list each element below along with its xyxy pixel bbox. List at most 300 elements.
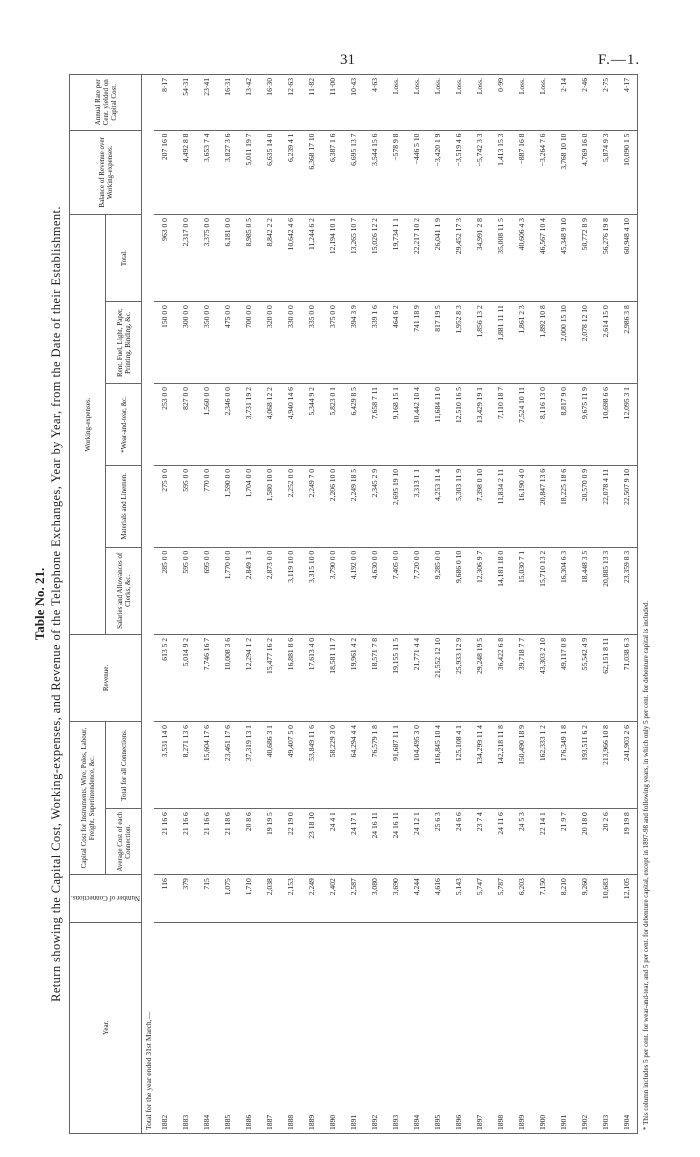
cell-total: 60,948 4 10	[616, 215, 638, 302]
cell-bal: −3,519 4 6	[448, 130, 469, 215]
cell-tot: 8,271 13 6	[175, 722, 196, 809]
cell-mat: 595 0 0	[175, 465, 196, 547]
cell-conn: 1,710	[238, 875, 259, 923]
cell-bal: 6,368 17 10	[301, 130, 322, 215]
cell-tot: 162,333 1 2	[532, 722, 553, 809]
cell-avg: 22 14 1	[532, 809, 553, 875]
cell-avg: 20 8 6	[238, 809, 259, 875]
cell-sal: 4,192 0 0	[343, 547, 364, 634]
cell-wear: 11,684 11 0	[427, 384, 448, 466]
cell-rate: 13·42	[238, 75, 259, 131]
header-total: Total.	[106, 215, 142, 302]
table-row	[154, 75, 175, 1134]
cell-tot: 241,903 2 6	[616, 722, 638, 809]
cell-bal: −887 16 8	[511, 130, 532, 215]
cell-bal: −578 9 8	[385, 130, 406, 215]
cell-year: 1900	[532, 922, 553, 1133]
cell-total: 26,041 1 9	[427, 215, 448, 302]
cell-rev: 71,038 6 3	[616, 634, 638, 721]
table-row	[553, 75, 574, 1134]
header-revenue: Revenue.	[70, 634, 142, 721]
header-total-all: Total for all Connections.	[106, 722, 142, 809]
cell-mat: 16,190 4 0	[511, 465, 532, 547]
cell-bal: 207 16 0	[154, 130, 175, 215]
cell-rev: 5,014 9 2	[175, 634, 196, 721]
cell-bal: 6,635 14 0	[259, 130, 280, 215]
cell-year: 1899	[511, 922, 532, 1133]
cell-bal: 5,011 19 7	[238, 130, 259, 215]
cell-wear: 8,116 13 0	[532, 384, 553, 466]
rotated-table-area	[32, 74, 692, 1134]
cell-tot: 134,299 11 4	[469, 722, 490, 809]
table-row	[385, 75, 406, 1134]
cell-bal: 5,874 9 3	[595, 130, 616, 215]
cell-rev: 36,422 6 8	[490, 634, 511, 721]
table-row	[490, 75, 511, 1134]
cell-wear: 12,095 3 1	[616, 384, 638, 466]
cell-tot: 142,218 11 8	[490, 722, 511, 809]
cell-year: 1886	[238, 922, 259, 1133]
cell-wear: 3,731 19 2	[238, 384, 259, 466]
cell-sal: 14,181 18 0	[490, 547, 511, 634]
cell-tot: 91,687 11 1	[385, 722, 406, 809]
cell-mat: 22,507 9 10	[616, 465, 638, 547]
cell-rent: 2,986 3 8	[616, 302, 638, 384]
cell-rev: 10,008 3 6	[217, 634, 238, 721]
cell-rate: 54·31	[175, 75, 196, 131]
cell-rate: 11·00	[322, 75, 343, 131]
cell-mat: 1,704 0 0	[238, 465, 259, 547]
cell-conn: 2,587	[343, 875, 364, 923]
cell-bal: 3,653 7 4	[196, 130, 217, 215]
cell-year: 1902	[574, 922, 595, 1133]
table-row	[427, 75, 448, 1134]
cell-tot: 49,407 5 0	[280, 722, 301, 809]
cell-mat: 1,590 0 0	[217, 465, 238, 547]
cell-sal: 695 0 0	[196, 547, 217, 634]
cell-avg: 20 18 0	[574, 809, 595, 875]
header-year: Year.	[70, 922, 142, 1133]
cell-rev: 19,155 11 5	[385, 634, 406, 721]
cell-mat: 1,580 10 0	[259, 465, 280, 547]
header-working-group: Working-expenses.	[70, 215, 106, 635]
cell-rate: Loss.	[385, 75, 406, 131]
cell-rate: 2·46	[574, 75, 595, 131]
cell-total: 56,276 19 8	[595, 215, 616, 302]
table-row	[616, 75, 638, 1134]
cell-year: 1894	[406, 922, 427, 1133]
cell-sal: 4,630 0 0	[364, 547, 385, 634]
cell-bal: −5,742 3 3	[469, 130, 490, 215]
cell-total: 963 0 0	[154, 215, 175, 302]
cell-tot: 3,531 14 0	[154, 722, 175, 809]
cell-rev: 25,933 12 9	[448, 634, 469, 721]
cell-sal: 3,790 0 0	[322, 547, 343, 634]
pre-row-label: Total for the year ended 31st March,—	[142, 75, 155, 1134]
cell-rent: 464 6 2	[385, 302, 406, 384]
cell-conn: 8,210	[553, 875, 574, 923]
cell-rent: 375 0 0	[322, 302, 343, 384]
cell-year: 1893	[385, 922, 406, 1133]
cell-mat: 770 0 0	[196, 465, 217, 547]
cell-mat: 275 0 0	[154, 465, 175, 547]
cell-rent: 339 1 6	[364, 302, 385, 384]
cell-avg: 25 6 3	[427, 809, 448, 875]
cell-wear: 10,442 10 4	[406, 384, 427, 466]
cell-avg: 24 12 1	[406, 809, 427, 875]
cell-wear: 8,817 9 0	[553, 384, 574, 466]
header-salaries: Salaries and Allowances of Clerks, &c.	[106, 547, 142, 634]
cell-year: 1898	[490, 922, 511, 1133]
cell-rent: 1,881 11 11	[490, 302, 511, 384]
page-number: 31	[340, 52, 355, 68]
cell-total: 40,606 4 3	[511, 215, 532, 302]
cell-rev: 39,718 7 7	[511, 634, 532, 721]
cell-rent: 350 0 0	[196, 302, 217, 384]
cell-bal: −3,264 7 6	[532, 130, 553, 215]
table-row	[217, 75, 238, 1134]
cell-year: 1884	[196, 922, 217, 1133]
cell-bal: 4,769 16 0	[574, 130, 595, 215]
table-row	[448, 75, 469, 1134]
header-wear: *Wear-and-tear, &c.	[106, 384, 142, 466]
cell-year: 1904	[616, 922, 638, 1133]
cell-total: 6,181 0 0	[217, 215, 238, 302]
table-subtitle: Return showing the Capital Cost, Working-expenses, and Revenue of the Telephone Exchanges, Year by Year, from the Date of their Establishment.	[49, 206, 63, 1002]
cell-bal: 3,768 10 10	[553, 130, 574, 215]
cell-total: 35,008 11 5	[490, 215, 511, 302]
cell-rev: 7,746 16 7	[196, 634, 217, 721]
cell-rev: 16,881 8 6	[280, 634, 301, 721]
cell-wear: 7,524 10 11	[511, 384, 532, 466]
cell-mat: 11,834 2 11	[490, 465, 511, 547]
header-connections: Number of Connections.	[70, 875, 142, 923]
cell-rent: 330 0 0	[280, 302, 301, 384]
cell-rate: Loss.	[427, 75, 448, 131]
cell-rate: 4·63	[364, 75, 385, 131]
cell-rev: 43,303 2 10	[532, 634, 553, 721]
cell-rate: Loss.	[511, 75, 532, 131]
cell-sal: 3,119 10 0	[280, 547, 301, 634]
cell-tot: 64,294 4 4	[343, 722, 364, 809]
cell-sal: 2,873 0 0	[259, 547, 280, 634]
cell-bal: −446 5 10	[406, 130, 427, 215]
cell-avg: 24 17 1	[343, 809, 364, 875]
cell-tot: 53,849 11 6	[301, 722, 322, 809]
cell-rev: 55,542 4 9	[574, 634, 595, 721]
cell-tot: 37,319 13 1	[238, 722, 259, 809]
cell-tot: 116,845 10 4	[427, 722, 448, 809]
cell-rev: 17,613 4 0	[301, 634, 322, 721]
cell-rev: 49,117 0 8	[553, 634, 574, 721]
cell-rate: 11·82	[301, 75, 322, 131]
cell-sal: 12,306 9 7	[469, 547, 490, 634]
cell-year: 1903	[595, 922, 616, 1133]
cell-rent: 2,078 12 10	[574, 302, 595, 384]
cell-bal: 1,413 15 3	[490, 130, 511, 215]
cell-avg: 24 4 1	[322, 809, 343, 875]
cell-bal: 10,090 1 5	[616, 130, 638, 215]
cell-mat: 3,313 1 1	[406, 465, 427, 547]
cell-bal: 3,544 15 6	[364, 130, 385, 215]
table-row	[196, 75, 217, 1134]
cell-avg: 24 16 11	[385, 809, 406, 875]
cell-rent: 394 3 9	[343, 302, 364, 384]
cell-total: 3,375 0 0	[196, 215, 217, 302]
cell-year: 1885	[217, 922, 238, 1133]
cell-total: 13,265 10 7	[343, 215, 364, 302]
cell-sal: 2,849 1 3	[238, 547, 259, 634]
cell-mat: 18,225 18 6	[553, 465, 574, 547]
cell-year: 1892	[364, 922, 385, 1133]
cell-conn: 1,075	[217, 875, 238, 923]
cell-rent: 817 19 5	[427, 302, 448, 384]
cell-mat: 2,249 18 5	[343, 465, 364, 547]
cell-wear: 10,698 6 6	[595, 384, 616, 466]
cell-mat: 2,249 7 0	[301, 465, 322, 547]
cell-rate: Loss.	[406, 75, 427, 131]
cell-mat: 4,253 11 4	[427, 465, 448, 547]
cell-wear: 5,823 0 1	[322, 384, 343, 466]
cell-avg: 24 5 3	[511, 809, 532, 875]
cell-avg: 23 18 10	[301, 809, 322, 875]
cell-year: 1889	[301, 922, 322, 1133]
table-row	[301, 75, 322, 1134]
return-table	[69, 74, 638, 1134]
table-row	[364, 75, 385, 1134]
cell-rev: 62,151 8 11	[595, 634, 616, 721]
cell-conn: 9,260	[574, 875, 595, 923]
cell-conn: 2,402	[322, 875, 343, 923]
cell-sal: 16,304 6 3	[553, 547, 574, 634]
table-row	[595, 75, 616, 1134]
table-row	[175, 75, 196, 1134]
cell-tot: 40,686 3 1	[259, 722, 280, 809]
cell-avg: 24 11 6	[490, 809, 511, 875]
cell-conn: 2,249	[301, 875, 322, 923]
cell-mat: 2,252 0 0	[280, 465, 301, 547]
table-row	[238, 75, 259, 1134]
cell-tot: 58,229 3 0	[322, 722, 343, 809]
cell-avg: 21 18 6	[217, 809, 238, 875]
cell-rev: 613 5 2	[154, 634, 175, 721]
cell-sal: 285 0 0	[154, 547, 175, 634]
cell-total: 34,991 2 8	[469, 215, 490, 302]
cell-wear: 9,168 15 1	[385, 384, 406, 466]
page-reference: F.—1.	[598, 52, 641, 68]
cell-mat: 20,570 0 9	[574, 465, 595, 547]
cell-sal: 7,405 0 0	[385, 547, 406, 634]
cell-sal: 9,285 0 0	[427, 547, 448, 634]
cell-conn: 5,747	[469, 875, 490, 923]
cell-conn: 3,080	[364, 875, 385, 923]
cell-total: 46,567 10 4	[532, 215, 553, 302]
cell-avg: 22 19 0	[280, 809, 301, 875]
table-title: Table No. 21.	[32, 567, 47, 641]
cell-sal: 20,885 13 3	[595, 547, 616, 634]
header-rent: Rent, Fuel, Light, Paper, Printing, Binding, &c.	[106, 302, 142, 384]
cell-sal: 595 0 0	[175, 547, 196, 634]
cell-mat: 20,847 13 6	[532, 465, 553, 547]
cell-conn: 5,787	[490, 875, 511, 923]
cell-rate: 4·17	[616, 75, 638, 131]
table-row	[280, 75, 301, 1134]
cell-conn: 2,038	[259, 875, 280, 923]
cell-sal: 15,710 13 2	[532, 547, 553, 634]
cell-rev: 29,248 19 5	[469, 634, 490, 721]
cell-bal: 6,239 4 1	[280, 130, 301, 215]
cell-tot: 213,966 10 8	[595, 722, 616, 809]
cell-avg: 21 16 6	[175, 809, 196, 875]
cell-year: 1896	[448, 922, 469, 1133]
header-balance: Balance of Revenue over Working-expenses.	[70, 130, 142, 215]
cell-conn: 3,690	[385, 875, 406, 923]
table-row	[574, 75, 595, 1134]
cell-wear: 2,346 0 0	[217, 384, 238, 466]
cell-wear: 5,344 9 2	[301, 384, 322, 466]
cell-rate: 16·31	[217, 75, 238, 131]
cell-rev: 21,771 4 4	[406, 634, 427, 721]
table-row	[532, 75, 553, 1134]
cell-bal: 3,827 3 6	[217, 130, 238, 215]
table-row	[511, 75, 532, 1134]
cell-rate: Loss.	[469, 75, 490, 131]
cell-rent: 1,861 2 3	[511, 302, 532, 384]
cell-rate: 12·63	[280, 75, 301, 131]
cell-bal: 6,695 13 7	[343, 130, 364, 215]
cell-total: 50,772 8 9	[574, 215, 595, 302]
cell-conn: 2,153	[280, 875, 301, 923]
cell-total: 45,348 9 10	[553, 215, 574, 302]
cell-wear: 827 0 0	[175, 384, 196, 466]
table-row	[469, 75, 490, 1134]
cell-rent: 2,614 15 0	[595, 302, 616, 384]
cell-total: 11,244 6 2	[301, 215, 322, 302]
cell-mat: 2,206 10 0	[322, 465, 343, 547]
cell-year: 1888	[280, 922, 301, 1133]
cell-rate: Loss.	[532, 75, 553, 131]
cell-conn: 4,616	[427, 875, 448, 923]
cell-year: 1891	[343, 922, 364, 1133]
cell-rev: 18,571 7 8	[364, 634, 385, 721]
table-row	[343, 75, 364, 1134]
cell-rent: 741 18 9	[406, 302, 427, 384]
cell-conn: 7,150	[532, 875, 553, 923]
cell-tot: 104,495 3 0	[406, 722, 427, 809]
cell-sal: 18,448 3 5	[574, 547, 595, 634]
cell-rent: 2,000 15 10	[553, 302, 574, 384]
cell-tot: 23,461 17 6	[217, 722, 238, 809]
header-materials: Materials and Linemen.	[106, 465, 142, 547]
cell-wear: 9,675 11 9	[574, 384, 595, 466]
cell-rent: 300 0 0	[175, 302, 196, 384]
cell-conn: 5,143	[448, 875, 469, 923]
cell-mat: 5,303 11 9	[448, 465, 469, 547]
cell-year: 1895	[427, 922, 448, 1133]
cell-year: 1901	[553, 922, 574, 1133]
cell-wear: 13,429 19 1	[469, 384, 490, 466]
cell-sal: 1,770 0 0	[217, 547, 238, 634]
cell-sal: 9,686 0 10	[448, 547, 469, 634]
cell-tot: 193,511 6 2	[574, 722, 595, 809]
cell-avg: 21 9 7	[553, 809, 574, 875]
cell-conn: 715	[196, 875, 217, 923]
cell-rent: 1,856 13 2	[469, 302, 490, 384]
cell-rate: 2·14	[553, 75, 574, 131]
table-body	[142, 75, 638, 1134]
cell-tot: 15,604 17 6	[196, 722, 217, 809]
table-row	[406, 75, 427, 1134]
cell-rent: 475 0 0	[217, 302, 238, 384]
cell-tot: 176,349 1 8	[553, 722, 574, 809]
cell-wear: 253 0 0	[154, 384, 175, 466]
cell-mat: 2,345 2 9	[364, 465, 385, 547]
cell-rent: 1,892 10 8	[532, 302, 553, 384]
cell-total: 2,317 0 0	[175, 215, 196, 302]
cell-total: 19,734 1 1	[385, 215, 406, 302]
cell-sal: 23,359 8 3	[616, 547, 638, 634]
cell-total: 15,026 12 2	[364, 215, 385, 302]
cell-tot: 76,579 1 8	[364, 722, 385, 809]
cell-conn: 4,244	[406, 875, 427, 923]
cell-rate: 2·75	[595, 75, 616, 131]
cell-sal: 3,315 10 0	[301, 547, 322, 634]
cell-rent: 335 0 0	[301, 302, 322, 384]
cell-wear: 1,560 0 0	[196, 384, 217, 466]
cell-avg: 24 6 6	[448, 809, 469, 875]
cell-wear: 7,110 18 7	[490, 384, 511, 466]
cell-total: 29,452 17 3	[448, 215, 469, 302]
cell-avg: 19 19 5	[259, 809, 280, 875]
cell-total: 8,985 0 5	[238, 215, 259, 302]
header-avg-cost: Average Cost of each Connection.	[106, 809, 142, 875]
cell-total: 8,842 2 2	[259, 215, 280, 302]
cell-rate: Loss.	[448, 75, 469, 131]
cell-mat: 2,695 19 10	[385, 465, 406, 547]
cell-year: 1890	[322, 922, 343, 1133]
cell-mat: 22,078 4 11	[595, 465, 616, 547]
cell-year: 1897	[469, 922, 490, 1133]
cell-tot: 125,108 4 1	[448, 722, 469, 809]
cell-bal: 4,492 8 8	[175, 130, 196, 215]
cell-conn: 6,203	[511, 875, 532, 923]
cell-year: 1883	[175, 922, 196, 1133]
cell-rev: 18,581 11 7	[322, 634, 343, 721]
cell-year: 1887	[259, 922, 280, 1133]
cell-total: 12,194 10 1	[322, 215, 343, 302]
cell-avg: 21 16 6	[154, 809, 175, 875]
cell-avg: 19 19 8	[616, 809, 638, 875]
cell-total: 22,217 10 2	[406, 215, 427, 302]
cell-rent: 320 0 0	[259, 302, 280, 384]
cell-tot: 150,490 18 9	[511, 722, 532, 809]
cell-wear: 4,940 14 6	[280, 384, 301, 466]
cell-avg: 20 2 6	[595, 809, 616, 875]
cell-year: 1882	[154, 922, 175, 1133]
cell-sal: 7,720 0 0	[406, 547, 427, 634]
table-row	[322, 75, 343, 1134]
cell-conn: 379	[175, 875, 196, 923]
cell-rate: 16·30	[259, 75, 280, 131]
header-capital-group: Capital Cost for Instruments, Wire, Poles, Labour, Freight, Superintendence, &c.	[70, 722, 106, 875]
cell-bal: 6,387 1 6	[322, 130, 343, 215]
cell-rate: 10·43	[343, 75, 364, 131]
cell-avg: 23 7 4	[469, 809, 490, 875]
cell-conn: 12,105	[616, 875, 638, 923]
cell-wear: 12,510 16 5	[448, 384, 469, 466]
cell-rent: 1,952 8 3	[448, 302, 469, 384]
cell-rent: 150 0 0	[154, 302, 175, 384]
